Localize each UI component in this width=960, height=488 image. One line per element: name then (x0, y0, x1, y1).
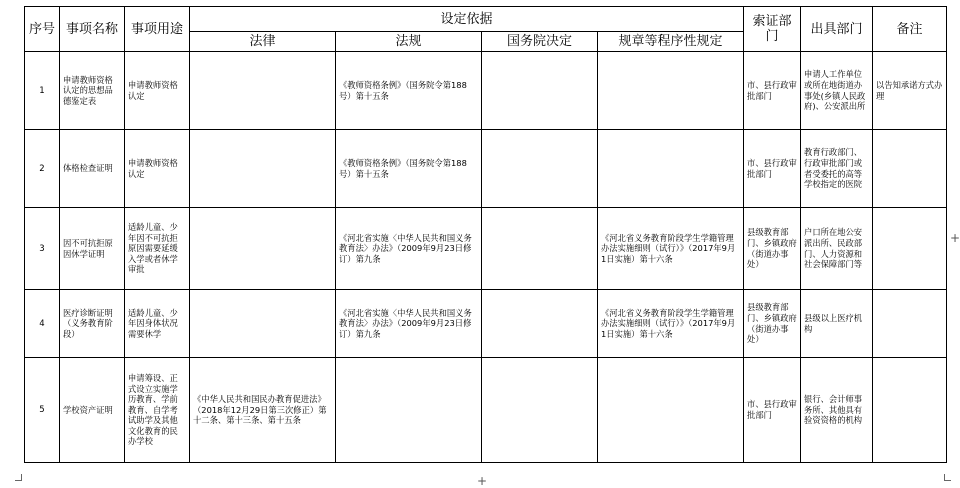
issue-dept: 教育行政部门、行政审批部门或者受委托的高等学校指定的医院 (801, 130, 873, 208)
corner-mark-icon (15, 474, 22, 481)
item-use: 申请教师资格认定 (125, 130, 190, 208)
remark (873, 130, 947, 208)
plus-icon[interactable]: + (950, 231, 960, 245)
request-dept: 县级教育部门、乡镇政府（街道办事处） (744, 208, 801, 290)
item-use: 申请教师资格认定 (125, 52, 190, 130)
law-basis (190, 208, 336, 290)
issue-dept: 银行、会计师事务所、其他具有验资资格的机构 (801, 358, 873, 463)
rules-basis: 《河北省义务教育阶段学生学籍管理办法实施细则（试行）》（2017年9月1日实施）第十六条 (598, 208, 744, 290)
table-row (25, 358, 947, 463)
table-row (25, 52, 947, 130)
issue-dept: 县级以上医疗机构 (801, 290, 873, 358)
state-council-basis (482, 208, 598, 290)
regulation-basis: 《河北省实施〈中华人民共和国义务教育法〉办法》（2009年9月23日修订）第九条 (336, 208, 482, 290)
row-number: 5 (25, 358, 60, 463)
corner-mark-icon (944, 474, 951, 481)
header-regulation: 法规 (336, 32, 482, 52)
plus-icon[interactable]: + (477, 474, 488, 488)
regulation-basis (336, 358, 482, 463)
remark: 以告知承诺方式办理 (873, 52, 947, 130)
header-issue-dept: 出具部门 (801, 7, 873, 52)
request-dept: 市、县行政审批部门 (744, 358, 801, 463)
rules-basis (598, 52, 744, 130)
rules-basis: 《河北省义务教育阶段学生学籍管理办法实施细则（试行）》（2017年9月1日实施）第十六条 (598, 290, 744, 358)
state-council-basis (482, 52, 598, 130)
rules-basis (598, 130, 744, 208)
header-remark: 备注 (873, 7, 947, 52)
requirements-table (24, 6, 947, 463)
request-dept: 市、县行政审批部门 (744, 130, 801, 208)
rules-basis (598, 358, 744, 463)
table-row (25, 208, 947, 290)
law-basis (190, 130, 336, 208)
item-name: 学校资产证明 (60, 358, 125, 463)
header-state-council: 国务院决定 (482, 32, 598, 52)
header-item-name: 事项名称 (60, 7, 125, 52)
state-council-basis (482, 130, 598, 208)
row-number: 2 (25, 130, 60, 208)
regulation-basis: 《教师资格条例》（国务院令第188号）第十五条 (336, 52, 482, 130)
row-number: 4 (25, 290, 60, 358)
item-name: 医疗诊断证明（义务教育阶段） (60, 290, 125, 358)
item-name: 因不可抗拒原因休学证明 (60, 208, 125, 290)
issue-dept: 户口所在地公安派出所、民政部门、人力资源和社会保障部门等 (801, 208, 873, 290)
law-basis (190, 52, 336, 130)
header-basis: 设定依据 (190, 7, 744, 32)
issue-dept: 申请人工作单位或所在地街道办事处(乡镇人民政府)、公安派出所 (801, 52, 873, 130)
regulation-basis: 《河北省实施〈中华人民共和国义务教育法〉办法》（2009年9月23日修订）第九条 (336, 290, 482, 358)
table-row (25, 290, 947, 358)
regulation-basis: 《教师资格条例》（国务院令第188号）第十五条 (336, 130, 482, 208)
item-use: 适龄儿童、少年因身体状况需要休学 (125, 290, 190, 358)
header-row-1 (25, 7, 947, 32)
header-seq: 序号 (25, 7, 60, 52)
item-use: 申请筹设、正式设立实施学历教育、学前教育、自学考试助学及其他文化教育的民办学校 (125, 358, 190, 463)
state-council-basis (482, 290, 598, 358)
row-number: 3 (25, 208, 60, 290)
row-number: 1 (25, 52, 60, 130)
remark (873, 290, 947, 358)
header-rules: 规章等程序性规定 (598, 32, 744, 52)
header-law: 法律 (190, 32, 336, 52)
law-basis (190, 290, 336, 358)
remark (873, 358, 947, 463)
remark (873, 208, 947, 290)
request-dept: 市、县行政审批部门 (744, 52, 801, 130)
header-request-dept: 索证部门 (744, 7, 801, 52)
request-dept: 县级教育部门、乡镇政府（街道办事处） (744, 290, 801, 358)
law-basis: 《中华人民共和国民办教育促进法》（2018年12月29日第三次修正）第十二条、第十三条、第十五条 (190, 358, 336, 463)
state-council-basis (482, 358, 598, 463)
table-row (25, 130, 947, 208)
header-item-use: 事项用途 (125, 7, 190, 52)
item-name: 体格检查证明 (60, 130, 125, 208)
item-use: 适龄儿童、少年因不可抗拒原因需要延缓入学或者休学审批 (125, 208, 190, 290)
item-name: 申请教师资格认定的思想品德鉴定表 (60, 52, 125, 130)
